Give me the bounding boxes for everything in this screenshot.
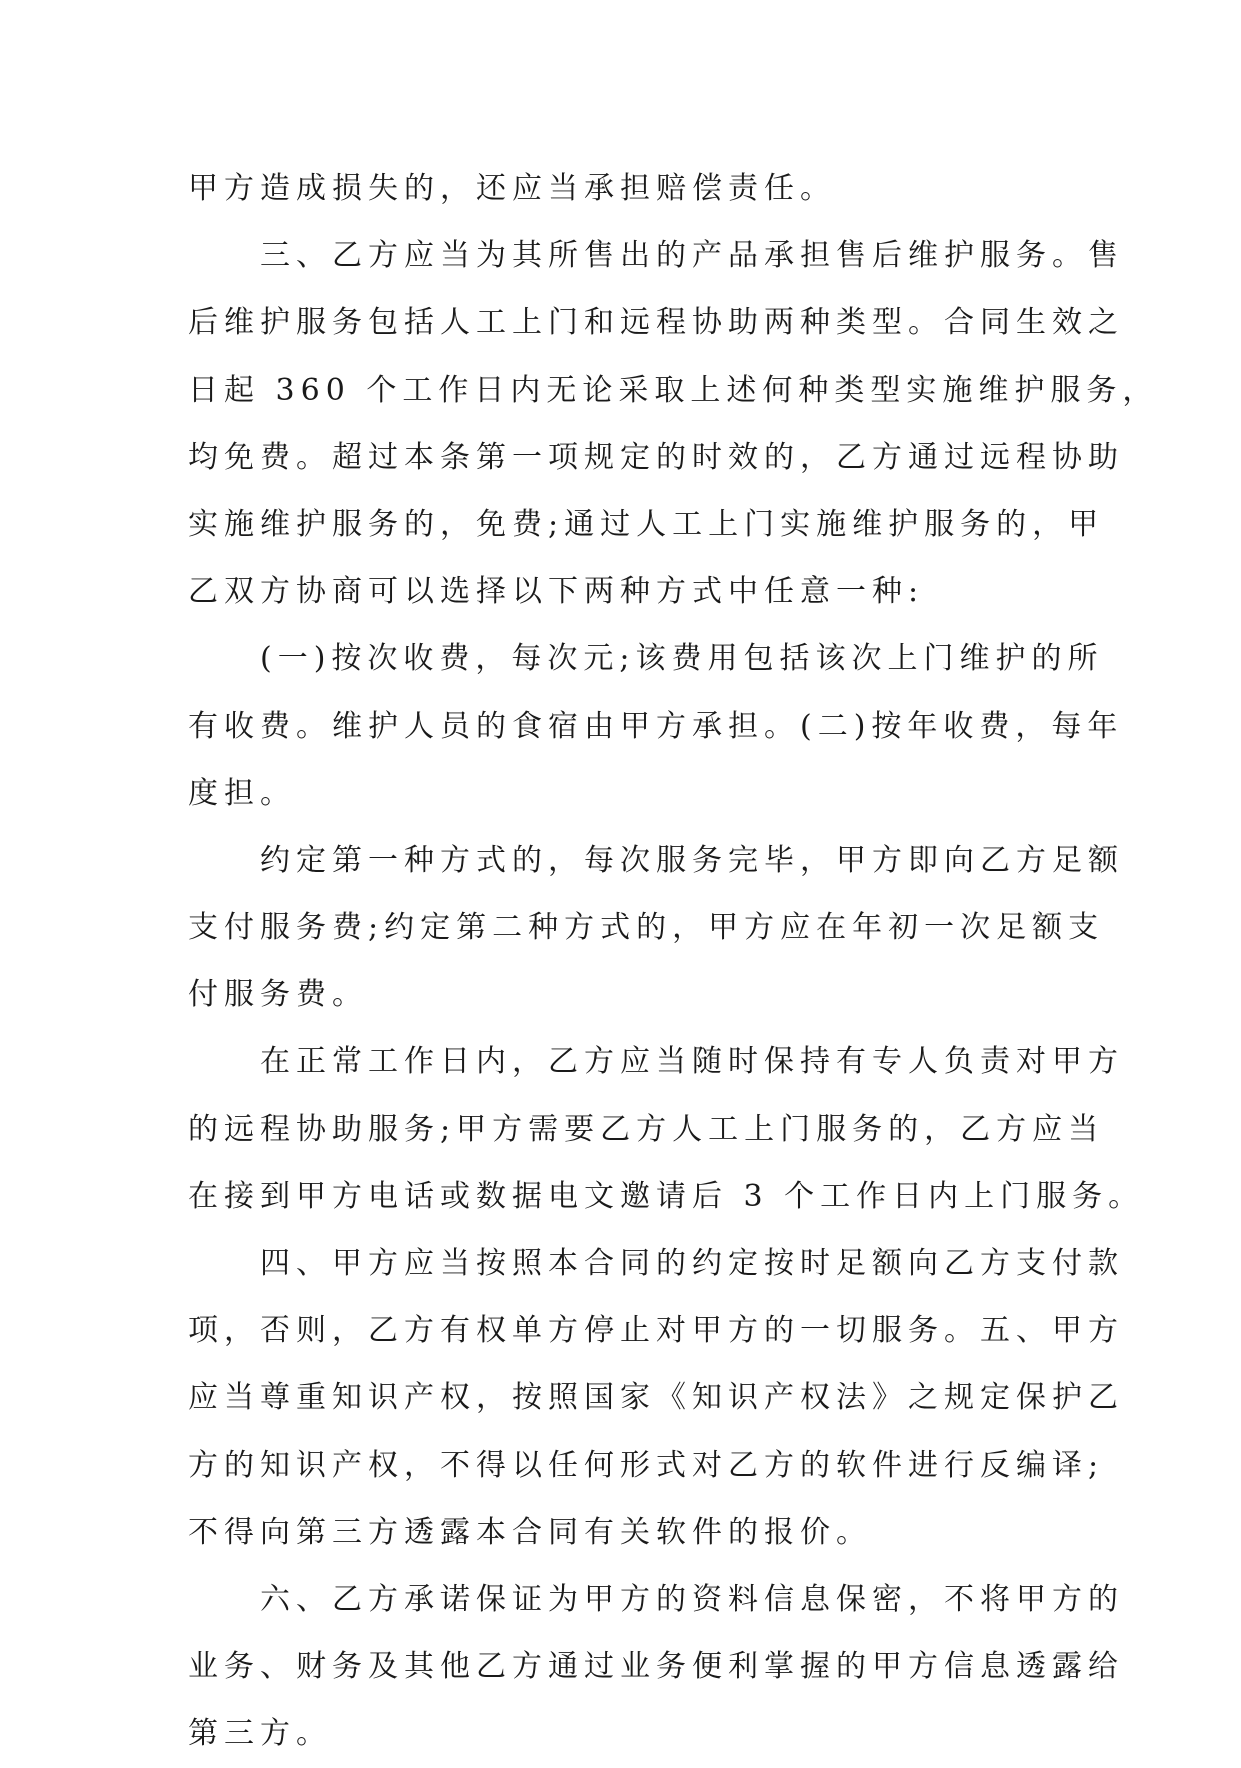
contract-body-text xyxy=(188,155,1159,1768)
text-line: 实施维护服务的，免费;通过人工上门实施维护服务的，甲 xyxy=(188,506,1105,542)
text-line: 日起 360 个工作日内无论采取上述何种类型实施维护服务， xyxy=(188,372,1159,408)
text-line: 后维护服务包括人工上门和远程协助两种类型。合同生效之 xyxy=(188,305,1124,341)
text-line: 付服务费。 xyxy=(188,977,368,1013)
text-line: 四、甲方应当按照本合同的约定按时足额向乙方支付款 xyxy=(260,1246,1124,1281)
text-line: 在接到甲方电话或数据电文邀请后 3 个工作日内上门服务。 xyxy=(188,1178,1145,1214)
text-line: 业务、财务及其他乙方通过业务便利掌握的甲方信息透露给 xyxy=(188,1649,1124,1685)
text-line: 三、乙方应当为其所售出的产品承担售后维护服务。售 xyxy=(260,238,1124,274)
text-line: 有收费。维护人员的食宿由甲方承担。(二)按年收费，每年 xyxy=(188,708,1124,744)
text-line: 的远程协助服务;甲方需要乙方人工上门服务的，乙方应当 xyxy=(188,1111,1105,1147)
text-line: 支付服务费;约定第二种方式的，甲方应在年初一次足额支 xyxy=(188,910,1105,946)
text-line: 度担。 xyxy=(188,775,296,811)
text-line: 均免费。超过本条第一项规定的时效的，乙方通过远程协助 xyxy=(188,439,1124,475)
text-line: 第三方。 xyxy=(188,1716,332,1752)
text-line: 六、乙方承诺保证为甲方的资料信息保密，不将甲方的 xyxy=(260,1581,1124,1617)
text-line: 甲方造成损失的，还应当承担赔偿责任。 xyxy=(188,171,836,206)
text-line: 应当尊重知识产权，按照国家《知识产权法》之规定保护乙 xyxy=(188,1380,1124,1416)
text-line: 方的知识产权，不得以任何形式对乙方的软件进行反编译; xyxy=(188,1447,1105,1483)
text-line: 在正常工作日内，乙方应当随时保持有专人负责对甲方 xyxy=(260,1044,1124,1080)
text-line: 乙双方协商可以选择以下两种方式中任意一种: xyxy=(188,574,925,610)
text-line: 约定第一种方式的，每次服务完毕，甲方即向乙方足额 xyxy=(260,842,1124,878)
text-line: 不得向第三方透露本合同有关软件的报价。 xyxy=(188,1514,872,1550)
text-line: (一)按次收费，每次元;该费用包括该次上门维护的所 xyxy=(260,641,1104,677)
text-line: 项，否则，乙方有权单方停止对甲方的一切服务。五、甲方 xyxy=(188,1313,1124,1349)
